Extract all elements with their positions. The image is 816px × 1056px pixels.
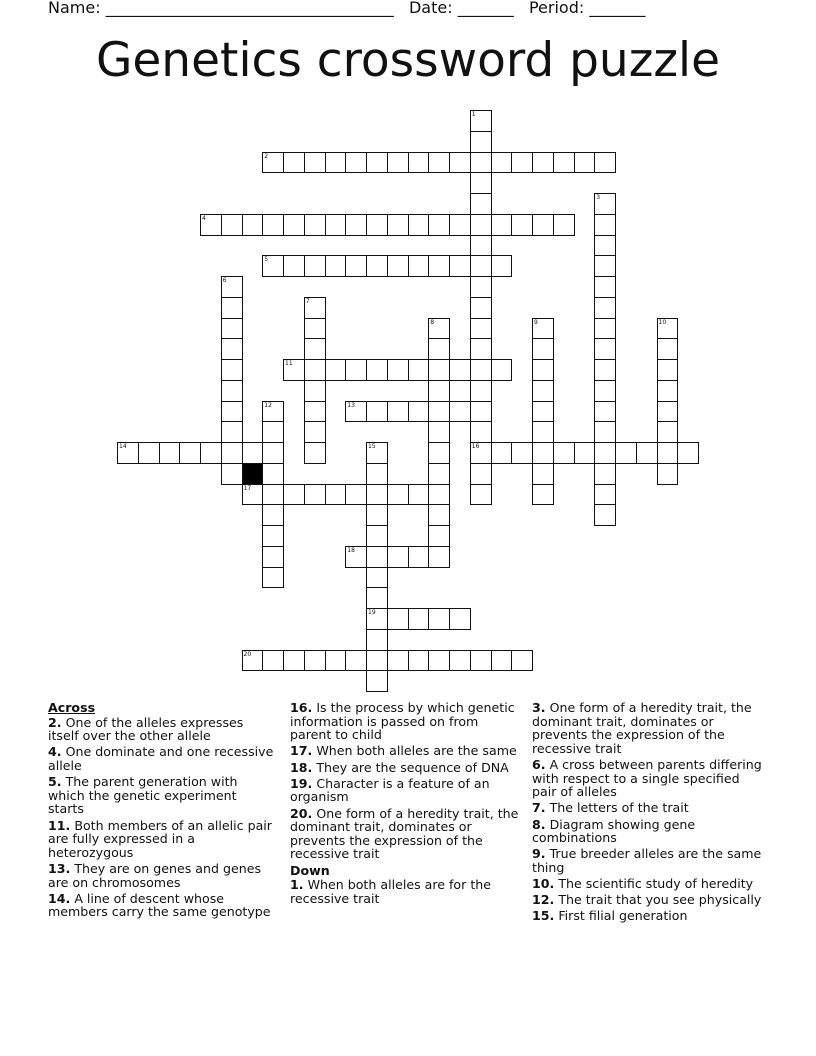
clue-number-label: 16.: [290, 700, 313, 715]
crossword-cell[interactable]: [657, 463, 679, 485]
clue-text: One of the alleles expresses itself over the other allele: [48, 714, 244, 744]
clue-number-label: 2.: [48, 714, 62, 730]
crossword-cell[interactable]: [262, 421, 284, 443]
clue-number: 16: [471, 443, 480, 450]
crossword-cell[interactable]: [408, 214, 430, 236]
clue-number-label: 10.: [532, 876, 555, 892]
crossword-cell[interactable]: [366, 670, 388, 692]
crossword-cell[interactable]: [532, 152, 554, 174]
crossword-cell[interactable]: [262, 525, 284, 547]
crossword-cell[interactable]: [304, 650, 326, 672]
crossword-cell[interactable]: [491, 650, 513, 672]
crossword-cell[interactable]: [428, 484, 450, 506]
clue-text: They are the sequence of DNA: [312, 759, 509, 775]
clue-text: Both members of an allelic pair are fully expressed in a heterozygous: [48, 817, 272, 860]
down-clue-list-2: [532, 701, 764, 923]
clue-number-label: 4.: [48, 744, 62, 760]
clue-number-label: 15.: [532, 908, 555, 924]
crossword-cell[interactable]: [262, 504, 284, 526]
crossword-cell[interactable]: [470, 297, 492, 319]
clue-item: [290, 807, 522, 861]
crossword-cell[interactable]: [304, 255, 326, 277]
clue-text: Is the process by which genetic information is passed on from parent to child: [290, 700, 515, 743]
crossword-cell[interactable]: [304, 359, 326, 381]
crossword-cell[interactable]: [449, 608, 471, 630]
crossword-cell[interactable]: [366, 567, 388, 589]
name-blank: ____________________________________: [105, 0, 394, 17]
crossword-cell[interactable]: [657, 421, 679, 443]
crossword-cell[interactable]: [366, 152, 388, 174]
crossword-cell[interactable]: [657, 380, 679, 402]
crossword-cell[interactable]: [387, 255, 409, 277]
clue-text: One dominate and one recessive allele: [48, 744, 274, 773]
crossword-cell[interactable]: [262, 401, 284, 423]
page-title: Genetics crossword puzzle: [95, 33, 721, 88]
clue-number-label: 20.: [290, 805, 313, 821]
crossword-cell[interactable]: [262, 546, 284, 568]
crossword-cell[interactable]: [636, 442, 658, 464]
crossword-cell[interactable]: [221, 442, 243, 464]
crossword-cell[interactable]: [594, 442, 616, 464]
crossword-cell[interactable]: [366, 359, 388, 381]
crossword-cell[interactable]: [221, 276, 243, 298]
crossword-cell[interactable]: [428, 525, 450, 547]
crossword-cell[interactable]: [366, 650, 388, 672]
clue-number: 8: [430, 318, 435, 326]
crossword-cell[interactable]: [221, 318, 243, 340]
clue-item: [532, 877, 764, 891]
crossword-cell[interactable]: [594, 152, 616, 174]
clue-number: 2: [264, 152, 269, 160]
crossword-cell[interactable]: [366, 504, 388, 526]
crossword-cell[interactable]: [491, 214, 513, 236]
clue-item: [48, 716, 276, 743]
crossword-cell[interactable]: [594, 318, 616, 340]
crossword-cell[interactable]: [428, 338, 450, 360]
date-label: Date:: [408, 0, 453, 17]
crossword-cell[interactable]: [283, 484, 305, 506]
clue-number: 6: [222, 277, 227, 284]
clue-item: [48, 775, 276, 816]
crossword-cell[interactable]: [200, 214, 222, 236]
crossword-cell[interactable]: [449, 214, 471, 236]
crossword-cell[interactable]: [553, 214, 575, 236]
crossword-cell[interactable]: [366, 629, 388, 651]
crossword-cell[interactable]: [449, 650, 471, 672]
clue-number-label: 13.: [48, 860, 71, 876]
clue-number: 17: [243, 484, 252, 492]
clue-number: 14: [119, 443, 127, 450]
crossword-cell[interactable]: [179, 442, 201, 464]
clue-number: 12: [264, 401, 272, 409]
crossword-cell[interactable]: [366, 442, 388, 464]
crossword-cell[interactable]: [387, 359, 409, 381]
crossword-cell[interactable]: [553, 442, 575, 464]
clue-number-label: 1.: [290, 877, 304, 893]
crossword-cell[interactable]: [511, 442, 533, 464]
date-blank: _______: [457, 0, 514, 17]
crossword-cell[interactable]: [491, 152, 513, 174]
crossword-cell[interactable]: [657, 442, 679, 464]
crossword-cell[interactable]: [594, 359, 616, 381]
clue-text: True breeder alleles are the same thing: [532, 846, 762, 875]
crossword-cell[interactable]: [408, 608, 430, 630]
crossword-cell[interactable]: [387, 546, 409, 568]
clue-number-label: 9.: [532, 846, 546, 862]
crossword-cell[interactable]: [470, 338, 492, 360]
crossword-cell[interactable]: [283, 650, 305, 672]
clue-text: The trait that you see physically: [554, 892, 762, 908]
clue-text: The letters of the trait: [545, 800, 689, 816]
crossword-cell[interactable]: [366, 546, 388, 568]
crossword-cell[interactable]: [428, 152, 450, 174]
crossword-cell[interactable]: [594, 297, 616, 319]
crossword-cell[interactable]: [262, 463, 284, 485]
clue-item: [48, 819, 276, 860]
crossword-cell[interactable]: [532, 484, 554, 506]
clue-number-label: 6.: [532, 756, 546, 772]
crossword-cell[interactable]: [262, 484, 284, 506]
crossword-cell[interactable]: [345, 214, 367, 236]
crossword-cell[interactable]: [449, 359, 471, 381]
clues-column-2: [290, 701, 522, 908]
crossword-cell[interactable]: [387, 484, 409, 506]
clue-number: 10: [658, 318, 667, 326]
clue-number-label: 8.: [532, 816, 546, 832]
crossword-cell[interactable]: [470, 318, 492, 340]
crossword-cell[interactable]: [428, 380, 450, 402]
crossword-cell[interactable]: [657, 359, 679, 381]
clue-number-label: 7.: [532, 800, 546, 816]
crossword-cell[interactable]: [304, 484, 326, 506]
crossword-cell[interactable]: [553, 152, 575, 174]
crossword-cell[interactable]: [366, 214, 388, 236]
crossword-cell[interactable]: [387, 214, 409, 236]
crossword-cell[interactable]: [262, 152, 284, 174]
clues-column-3: [532, 701, 764, 926]
crossword-cell[interactable]: [408, 359, 430, 381]
clue-number-label: 3.: [532, 700, 546, 715]
crossword-cell[interactable]: [117, 442, 139, 464]
crossword-cell[interactable]: [470, 255, 492, 277]
crossword-cell[interactable]: [325, 650, 347, 672]
crossword-cell[interactable]: [428, 401, 450, 423]
crossword-cell[interactable]: [657, 338, 679, 360]
crossword-cell[interactable]: [221, 380, 243, 402]
crossword-cell[interactable]: [470, 442, 492, 464]
crossword-cell[interactable]: [345, 255, 367, 277]
crossword-cell[interactable]: [470, 131, 492, 153]
clue-number: 5: [264, 256, 269, 264]
crossword-cell[interactable]: [262, 567, 284, 589]
clue-number-label: 12.: [532, 892, 555, 908]
crossword-cell[interactable]: [387, 401, 409, 423]
clue-text: The scientific study of heredity: [554, 876, 754, 892]
crossword-cell[interactable]: [470, 401, 492, 423]
crossword-cell[interactable]: [408, 546, 430, 568]
crossword-cell[interactable]: [262, 442, 284, 464]
crossword-cell[interactable]: [470, 380, 492, 402]
crossword-cell[interactable]: [159, 442, 181, 464]
clue-item: [532, 818, 764, 845]
crossword-cell[interactable]: [594, 380, 616, 402]
crossword-cell[interactable]: [345, 546, 367, 568]
crossword-cell[interactable]: [221, 338, 243, 360]
crossword-cell[interactable]: [594, 214, 616, 236]
crossword-cell[interactable]: [428, 359, 450, 381]
crossword-cell[interactable]: [594, 504, 616, 526]
clue-number-label: 11.: [48, 817, 71, 833]
clue-item: [532, 758, 764, 799]
crossword-cell[interactable]: [304, 380, 326, 402]
crossword-cell[interactable]: [221, 421, 243, 443]
clue-number: 4: [202, 214, 206, 222]
crossword-cell[interactable]: [366, 463, 388, 485]
clue-text: One form of a heredity trait, the dominant trait, dominates or prevents the expression of the recessive trait: [532, 700, 752, 756]
down-heading: Down: [290, 862, 330, 878]
crossword-cell[interactable]: [470, 421, 492, 443]
crossword-cell[interactable]: [594, 401, 616, 423]
crossword-cell[interactable]: [470, 235, 492, 257]
clue-item: [290, 744, 522, 758]
clue-text: One form of a heredity trait, the dominant trait, dominates or prevents the expression of the recessive trait: [290, 805, 519, 862]
crossword-cell[interactable]: [677, 442, 699, 464]
crossword-cell[interactable]: [366, 608, 388, 630]
clue-number: 18: [347, 546, 355, 554]
crossword-cell[interactable]: [428, 214, 450, 236]
crossword-cell[interactable]: [470, 463, 492, 485]
crossword-cell[interactable]: [304, 297, 326, 319]
crossword-cell[interactable]: [428, 318, 450, 340]
crossword-cell[interactable]: [491, 255, 513, 277]
crossword-cell[interactable]: [138, 442, 160, 464]
crossword-cell[interactable]: [304, 318, 326, 340]
clue-item: [48, 745, 276, 772]
crossword-cell[interactable]: [387, 608, 409, 630]
crossword-cell[interactable]: [470, 152, 492, 174]
crossword-cell[interactable]: [408, 152, 430, 174]
crossword-cell[interactable]: [428, 463, 450, 485]
crossword-cell[interactable]: [532, 463, 554, 485]
clue-text: Character is a feature of an organism: [290, 775, 490, 805]
clue-item: [290, 761, 522, 775]
crossword-cell[interactable]: [574, 152, 596, 174]
clue-text: When both alleles are the same: [312, 743, 517, 759]
crossword-cell[interactable]: [221, 214, 243, 236]
clue-item: [532, 893, 764, 907]
clue-number-label: 5.: [48, 774, 62, 790]
clue-item: [48, 862, 276, 889]
crossword-cell[interactable]: [262, 650, 284, 672]
crossword-cell[interactable]: [511, 152, 533, 174]
clue-number: 11: [285, 360, 293, 367]
clue-item: [290, 878, 522, 905]
crossword-cell[interactable]: [242, 484, 264, 506]
crossword-cell[interactable]: [657, 318, 679, 340]
crossword-cell[interactable]: [428, 504, 450, 526]
crossword-cell[interactable]: [387, 152, 409, 174]
across-heading: Across: [48, 700, 96, 715]
crossword-cell[interactable]: [491, 359, 513, 381]
clue-text: They are on genes and genes are on chromosomes: [48, 860, 262, 890]
crossword-cell[interactable]: [283, 255, 305, 277]
crossword-cell[interactable]: [304, 152, 326, 174]
crossword-cell[interactable]: [511, 214, 533, 236]
clue-item: [532, 801, 764, 815]
crossword-cell[interactable]: [511, 650, 533, 672]
clue-number-label: 14.: [48, 890, 71, 906]
crossword-cell[interactable]: [242, 442, 264, 464]
clue-number: 9: [534, 318, 538, 326]
crossword-cell[interactable]: [532, 421, 554, 443]
crossword-cell[interactable]: [283, 214, 305, 236]
crossword-cell[interactable]: [470, 110, 492, 132]
crossword-cell[interactable]: [221, 297, 243, 319]
crossword-black-cell: [242, 463, 264, 485]
crossword-cell[interactable]: [594, 276, 616, 298]
crossword-cell[interactable]: [345, 650, 367, 672]
crossword-cell[interactable]: [304, 401, 326, 423]
crossword-cell[interactable]: [325, 214, 347, 236]
crossword-cell[interactable]: [470, 172, 492, 194]
crossword-cell[interactable]: [532, 401, 554, 423]
crossword-cell[interactable]: [304, 338, 326, 360]
clue-text: A line of descent whose members carry the same genotype: [48, 890, 271, 920]
clue-item: [532, 847, 764, 874]
crossword-cell[interactable]: [532, 338, 554, 360]
clue-number: 13: [347, 401, 355, 409]
crossword-cell[interactable]: [325, 359, 347, 381]
clue-number-label: 18.: [290, 759, 313, 775]
crossword-cell[interactable]: [532, 442, 554, 464]
clue-text: The parent generation with which the genetic experiment starts: [48, 774, 238, 817]
crossword-cell[interactable]: [366, 401, 388, 423]
crossword-cell[interactable]: [449, 255, 471, 277]
crossword-cell[interactable]: [449, 152, 471, 174]
crossword-cell[interactable]: [408, 401, 430, 423]
crossword-cell[interactable]: [428, 608, 450, 630]
crossword-cell[interactable]: [366, 484, 388, 506]
crossword-cell[interactable]: [221, 463, 243, 485]
period-label: Period:: [528, 0, 585, 17]
crossword-cell[interactable]: [221, 359, 243, 381]
crossword-cell[interactable]: [594, 338, 616, 360]
crossword-cell[interactable]: [594, 463, 616, 485]
crossword-cell[interactable]: [304, 421, 326, 443]
crossword-cell[interactable]: [532, 318, 554, 340]
clue-text: First filial generation: [554, 908, 688, 924]
crossword-cell[interactable]: [428, 442, 450, 464]
clue-number: 19: [368, 609, 376, 616]
clue-text: When both alleles are for the recessive trait: [290, 877, 491, 906]
crossword-cell[interactable]: [470, 193, 492, 215]
clue-item: [290, 701, 522, 742]
crossword-cell[interactable]: [428, 650, 450, 672]
crossword-cell[interactable]: [470, 484, 492, 506]
clue-number: 15: [368, 443, 376, 450]
crossword-cell[interactable]: [242, 650, 264, 672]
crossword-cell[interactable]: [532, 380, 554, 402]
crossword-cell[interactable]: [387, 650, 409, 672]
period-blank: _______: [589, 0, 646, 17]
crossword-cell[interactable]: [594, 235, 616, 257]
crossword-cell[interactable]: [200, 442, 222, 464]
crossword-cell[interactable]: [345, 359, 367, 381]
across-clue-list-2: [290, 701, 522, 861]
clue-text: A cross between parents differing with respect to a single specified pair of alleles: [532, 756, 762, 800]
clue-number: 1: [471, 111, 476, 118]
clue-item: [532, 909, 764, 923]
crossword-cell[interactable]: [242, 214, 264, 236]
clue-item: [532, 701, 764, 755]
clue-text: Diagram showing gene combinations: [532, 816, 696, 846]
clue-item: [290, 777, 522, 804]
crossword-cell[interactable]: [470, 359, 492, 381]
crossword-cell[interactable]: [325, 484, 347, 506]
clue-number-label: 19.: [290, 775, 313, 791]
crossword-cell[interactable]: [470, 276, 492, 298]
clue-number: 7: [305, 297, 310, 305]
crossword-cell[interactable]: [262, 255, 284, 277]
clue-item: [48, 892, 276, 919]
crossword-cell[interactable]: [304, 214, 326, 236]
crossword-cell[interactable]: [366, 525, 388, 547]
clue-number-label: 17.: [290, 743, 313, 759]
crossword-cell[interactable]: [428, 255, 450, 277]
down-clue-list-1: [290, 878, 522, 905]
crossword-cell[interactable]: [408, 484, 430, 506]
crossword-cell[interactable]: [594, 255, 616, 277]
crossword-cell[interactable]: [470, 650, 492, 672]
crossword-cell[interactable]: [366, 587, 388, 609]
clue-number: 20: [243, 650, 252, 658]
crossword-cell[interactable]: [408, 255, 430, 277]
crossword-cell[interactable]: [615, 442, 637, 464]
crossword-cell[interactable]: [283, 359, 305, 381]
crossword-cell[interactable]: [470, 214, 492, 236]
name-label: Name:: [48, 0, 101, 17]
crossword-cell[interactable]: [304, 442, 326, 464]
crossword-cell[interactable]: [532, 359, 554, 381]
crossword-cell[interactable]: [221, 401, 243, 423]
crossword-cell[interactable]: [449, 401, 471, 423]
crossword-cell[interactable]: [532, 214, 554, 236]
crossword-cell[interactable]: [594, 193, 616, 215]
crossword-cell[interactable]: [408, 650, 430, 672]
crossword-cell[interactable]: [325, 152, 347, 174]
clue-number: 3: [596, 194, 601, 201]
crossword-cell[interactable]: [366, 255, 388, 277]
crossword-cell[interactable]: [345, 152, 367, 174]
crossword-cell[interactable]: [345, 484, 367, 506]
crossword-cell[interactable]: [574, 442, 596, 464]
crossword-cell[interactable]: [491, 442, 513, 464]
crossword-cell[interactable]: [345, 401, 367, 423]
crossword-cell[interactable]: [428, 421, 450, 443]
crossword-cell[interactable]: [657, 401, 679, 423]
crossword-cell[interactable]: [262, 214, 284, 236]
crossword-cell[interactable]: [325, 255, 347, 277]
crossword-cell[interactable]: [283, 152, 305, 174]
crossword-cell[interactable]: [594, 421, 616, 443]
across-clue-list-1: [48, 716, 276, 919]
clues-column-1: [48, 701, 276, 921]
crossword-cell[interactable]: [428, 546, 450, 568]
crossword-cell[interactable]: [594, 484, 616, 506]
